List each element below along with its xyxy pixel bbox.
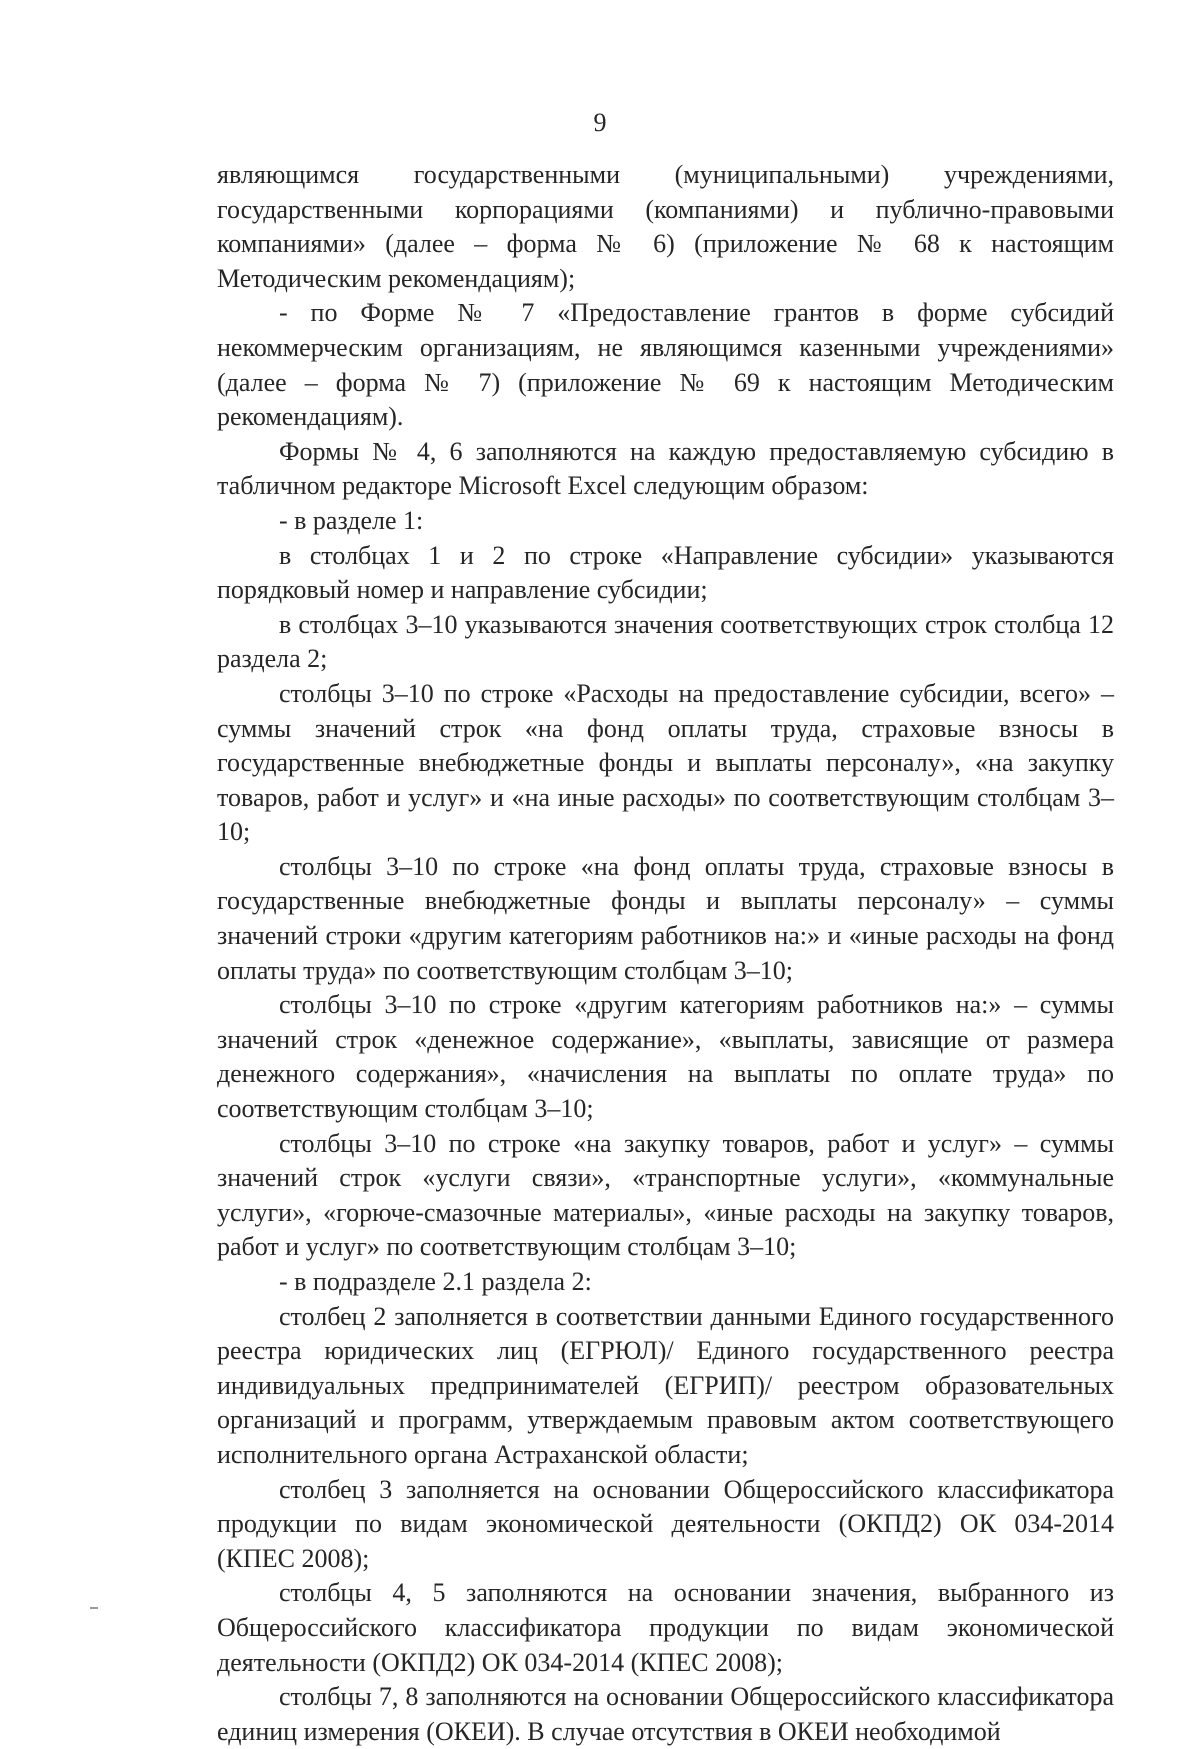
paragraph: столбцы 3–10 по строке «Расходы на предоставление субсидии, всего» – суммы значений строк «на фонд оплаты труда, страховые взносы в государственные внебюджетные фонды и выплаты персоналу», «на закупку товаров, работ и услуг» и «на иные расходы» по соответствующим столбцам 3–10;: [217, 678, 1114, 847]
paragraph: столбец 2 заполняется в соответствии данными Единого государственного реестра юридических лиц (ЕГРЮЛ)/ Единого государственного реестра индивидуальных предпринимателей (ЕГРИП)/ реестром образовательных организаций и программ, утверждаемым правовым актом соответствующего исполнительного органа Астраханской области;: [217, 1301, 1114, 1469]
paragraph: столбцы 7, 8 заполняются на основании Общероссийского классификатора единиц измерения (ОКЕИ). В случае отсутствия в ОКЕИ необходимой: [217, 1682, 1114, 1746]
paragraph: столбцы 3–10 по строке «другим категориям работников на:» – суммы значений строк «денежное содержание», «выплаты, зависящие от размера денежного содержания», «начисления на выплаты по оплате труда» по соответствующим столбцам 3–10;: [217, 990, 1114, 1124]
paragraph: столбец 3 заполняется на основании Общероссийского классификатора продукции по видам экономической деятельности (ОКПД2) ОК 034-2014 (КПЕС 2008);: [217, 1474, 1114, 1573]
paragraph: - по Форме № 7 «Предоставление грантов в форме субсидий некоммерческим организациям, не являющимся казенными учреждениями» (далее – форма № 7) (приложение № 69 к настоящим Методическим рекомендациям).: [217, 298, 1114, 432]
paragraph: являющимся государственными (муниципальными) учреждениями, государственными корпорациями (компаниями) и публично-правовыми компаниями» (далее – форма № 6) (приложение № 68 к настоящим Методическим рекомендациям);: [217, 160, 1114, 293]
paragraph: столбцы 4, 5 заполняются на основании значения, выбранного из Общероссийского классификатора продукции по видам экономической деятельности (ОКПД2) ОК 034-2014 (КПЕС 2008);: [217, 1578, 1114, 1677]
paragraph: - в разделе 1:: [279, 505, 424, 535]
paragraph: столбцы 3–10 по строке «на фонд оплаты труда, страховые взносы в государственные внебюджетные фонды и выплаты персоналу» – суммы значений строки «другим категориям работников на:» и «иные расходы на фонд оплаты труда» по соответствующим столбцам 3–10;: [217, 851, 1114, 985]
paragraph: - в подразделе 2.1 раздела 2:: [279, 1267, 592, 1296]
paragraph: Формы № 4, 6 заполняются на каждую предоставляемую субсидию в табличном редакторе Microsoft Excel следующим образом:: [217, 436, 1114, 501]
paragraph: в столбцах 3–10 указываются значения соответствующих строк столбца 12 раздела 2;: [217, 609, 1114, 674]
page-body: [217, 158, 1114, 1749]
scan-speck: [90, 1607, 98, 1609]
page-number: 9: [593, 108, 607, 137]
paragraph: столбцы 3–10 по строке «на закупку товаров, работ и услуг» – суммы значений строк «услуги связи», «транспортные услуги», «коммунальные услуги», «горюче-смазочные материалы», «иные расходы на закупку товаров, работ и услуг» по соответствующим столбцам 3–10;: [217, 1128, 1114, 1262]
paragraph: в столбцах 1 и 2 по строке «Направление субсидии» указываются порядковый номер и направление субсидии;: [217, 540, 1114, 605]
